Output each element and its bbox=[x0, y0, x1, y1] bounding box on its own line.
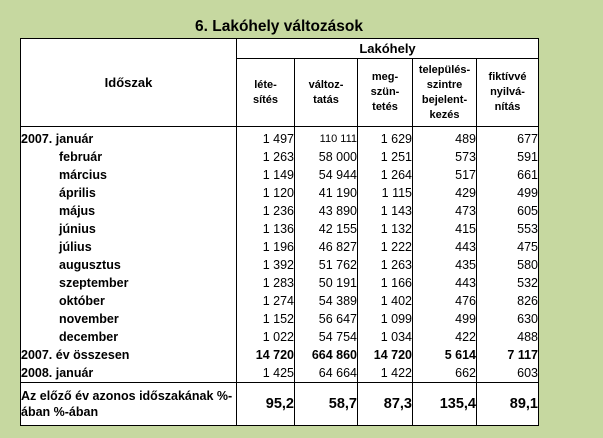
header-col-fiktiv: fiktívvé nyilvá- nítás bbox=[477, 59, 539, 127]
table-row bbox=[21, 148, 539, 166]
ratio-label: Az előző év azonos időszakának %-ában %-ában bbox=[21, 383, 237, 426]
cell-value: 429 bbox=[413, 184, 477, 202]
cell-value: 1 022 bbox=[237, 328, 295, 346]
header-col-valtoztatas: változ- tatás bbox=[295, 59, 358, 127]
ratio-value: 95,2 bbox=[237, 383, 295, 426]
table-row bbox=[21, 310, 539, 328]
table-row bbox=[21, 274, 539, 292]
table-row bbox=[21, 220, 539, 238]
cell-value: 1 132 bbox=[358, 220, 413, 238]
cell-value: 473 bbox=[413, 202, 477, 220]
cell-value: 826 bbox=[477, 292, 539, 310]
cell-value: 110 111 bbox=[295, 127, 358, 149]
cell-value: 14 720 bbox=[237, 346, 295, 364]
cell-value: 56 647 bbox=[295, 310, 358, 328]
cell-value: 1 034 bbox=[358, 328, 413, 346]
cell-value: 1 402 bbox=[358, 292, 413, 310]
row-label: november bbox=[21, 310, 237, 328]
cell-value: 41 190 bbox=[295, 184, 358, 202]
header-row-group bbox=[21, 39, 539, 59]
ratio-value: 89,1 bbox=[477, 383, 539, 426]
cell-value: 1 392 bbox=[237, 256, 295, 274]
cell-value: 50 191 bbox=[295, 274, 358, 292]
cell-value: 1 425 bbox=[237, 364, 295, 383]
cell-value: 1 152 bbox=[237, 310, 295, 328]
table-row-total bbox=[21, 346, 539, 364]
cell-value: 415 bbox=[413, 220, 477, 238]
cell-value: 42 155 bbox=[295, 220, 358, 238]
cell-value: 54 389 bbox=[295, 292, 358, 310]
cell-value: 1 263 bbox=[358, 256, 413, 274]
cell-value: 677 bbox=[477, 127, 539, 149]
cell-value: 488 bbox=[477, 328, 539, 346]
table-row-ratio bbox=[21, 383, 539, 426]
page-title: 6. Lakóhely változások bbox=[195, 18, 363, 35]
row-label: február bbox=[21, 148, 237, 166]
cell-value: 435 bbox=[413, 256, 477, 274]
row-label: március bbox=[21, 166, 237, 184]
cell-value: 475 bbox=[477, 238, 539, 256]
table-row bbox=[21, 184, 539, 202]
cell-value: 14 720 bbox=[358, 346, 413, 364]
table-row bbox=[21, 202, 539, 220]
cell-value: 630 bbox=[477, 310, 539, 328]
cell-value: 476 bbox=[413, 292, 477, 310]
table-row bbox=[21, 166, 539, 184]
cell-value: 1 222 bbox=[358, 238, 413, 256]
cell-value: 591 bbox=[477, 148, 539, 166]
cell-value: 1 422 bbox=[358, 364, 413, 383]
cell-value: 1 251 bbox=[358, 148, 413, 166]
row-label: április bbox=[21, 184, 237, 202]
cell-value: 54 754 bbox=[295, 328, 358, 346]
ratio-value: 135,4 bbox=[413, 383, 477, 426]
cell-value: 1 115 bbox=[358, 184, 413, 202]
table-row bbox=[21, 364, 539, 383]
cell-value: 1 264 bbox=[358, 166, 413, 184]
cell-value: 58 000 bbox=[295, 148, 358, 166]
cell-value: 1 263 bbox=[237, 148, 295, 166]
cell-value: 422 bbox=[413, 328, 477, 346]
row-label: július bbox=[21, 238, 237, 256]
cell-value: 54 944 bbox=[295, 166, 358, 184]
table-row bbox=[21, 238, 539, 256]
cell-value: 1 629 bbox=[358, 127, 413, 149]
ratio-value: 87,3 bbox=[358, 383, 413, 426]
header-group-lakohely: Lakóhely bbox=[237, 39, 539, 59]
cell-value: 1 120 bbox=[237, 184, 295, 202]
cell-value: 1 283 bbox=[237, 274, 295, 292]
cell-value: 1 136 bbox=[237, 220, 295, 238]
cell-value: 1 166 bbox=[358, 274, 413, 292]
cell-value: 661 bbox=[477, 166, 539, 184]
row-label: május bbox=[21, 202, 237, 220]
header-col-bejelentkezes: település- szintre bejelent- kezés bbox=[413, 59, 477, 127]
cell-value: 1 143 bbox=[358, 202, 413, 220]
table-row bbox=[21, 127, 539, 149]
cell-value: 664 860 bbox=[295, 346, 358, 364]
row-label: június bbox=[21, 220, 237, 238]
header-col-megszuntetes: meg- szün- tetés bbox=[358, 59, 413, 127]
row-label: szeptember bbox=[21, 274, 237, 292]
cell-value: 1 274 bbox=[237, 292, 295, 310]
cell-value: 499 bbox=[477, 184, 539, 202]
cell-value: 499 bbox=[413, 310, 477, 328]
cell-value: 51 762 bbox=[295, 256, 358, 274]
cell-value: 46 827 bbox=[295, 238, 358, 256]
cell-value: 443 bbox=[413, 238, 477, 256]
cell-value: 1 236 bbox=[237, 202, 295, 220]
header-period: Időszak bbox=[21, 39, 237, 127]
table-row bbox=[21, 256, 539, 274]
cell-value: 64 664 bbox=[295, 364, 358, 383]
cell-value: 532 bbox=[477, 274, 539, 292]
table-row bbox=[21, 292, 539, 310]
row-label: 2008. január bbox=[21, 364, 237, 383]
ratio-value: 58,7 bbox=[295, 383, 358, 426]
row-label: 2007. év összesen bbox=[21, 346, 237, 364]
table-row bbox=[21, 328, 539, 346]
cell-value: 43 890 bbox=[295, 202, 358, 220]
data-table bbox=[20, 38, 539, 426]
cell-value: 605 bbox=[477, 202, 539, 220]
cell-value: 1 099 bbox=[358, 310, 413, 328]
cell-value: 553 bbox=[477, 220, 539, 238]
row-label: december bbox=[21, 328, 237, 346]
row-label: augusztus bbox=[21, 256, 237, 274]
row-label: október bbox=[21, 292, 237, 310]
row-label: 2007. január bbox=[21, 127, 237, 149]
cell-value: 573 bbox=[413, 148, 477, 166]
cell-value: 1 497 bbox=[237, 127, 295, 149]
cell-value: 7 117 bbox=[477, 346, 539, 364]
cell-value: 517 bbox=[413, 166, 477, 184]
header-col-letesites: léte- sítés bbox=[237, 59, 295, 127]
cell-value: 1 149 bbox=[237, 166, 295, 184]
cell-value: 580 bbox=[477, 256, 539, 274]
cell-value: 662 bbox=[413, 364, 477, 383]
cell-value: 1 196 bbox=[237, 238, 295, 256]
cell-value: 443 bbox=[413, 274, 477, 292]
cell-value: 489 bbox=[413, 127, 477, 149]
cell-value: 5 614 bbox=[413, 346, 477, 364]
cell-value: 603 bbox=[477, 364, 539, 383]
